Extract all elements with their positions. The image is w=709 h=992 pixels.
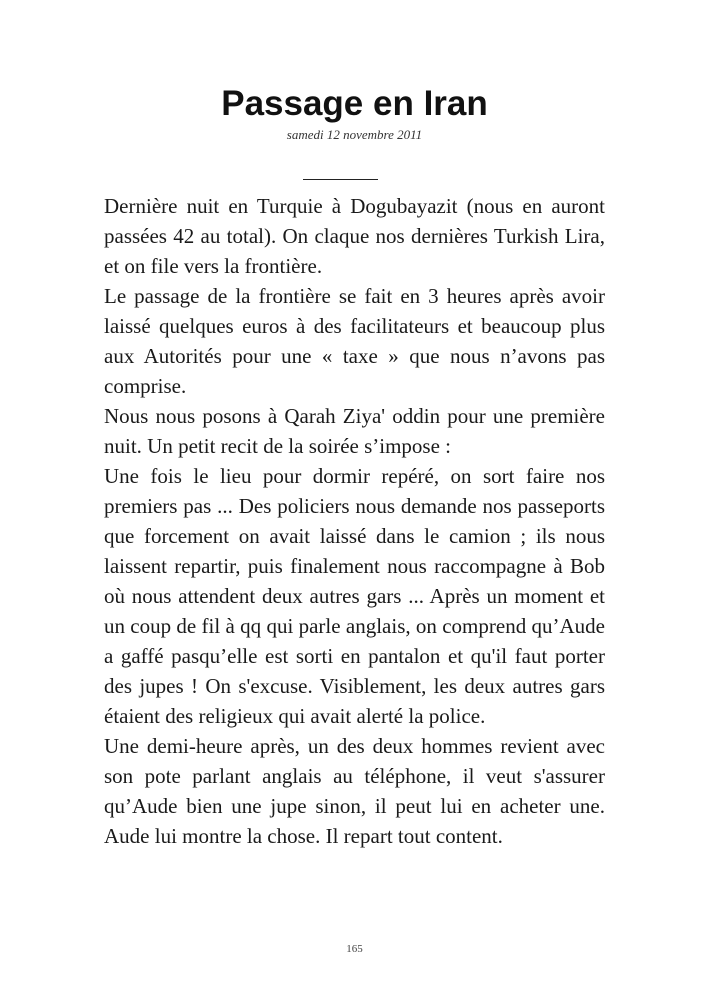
- article-body: [104, 191, 605, 851]
- paragraph-2: Le passage de la frontière se fait en 3 heures après avoir laissé quelques euros à des facilitateurs et beaucoup plus aux Autorités pour une « taxe » que nous n’avons pas comprise.: [104, 284, 605, 398]
- page-title: Passage en Iran: [221, 84, 488, 123]
- title-divider: [303, 179, 378, 180]
- post-date: samedi 12 novembre 2011: [286, 127, 423, 142]
- paragraph-3: Nous nous posons à Qarah Ziya' oddin pour une première nuit. Un petit recit de la soirée s’impose :: [104, 404, 605, 458]
- page-number: 165: [346, 943, 363, 955]
- paragraph-4: Une fois le lieu pour dormir repéré, on sort faire nos premiers pas ... Des policiers nous demande nos passeports que forcement on avait laissé dans le camion ; ils nous laissent repartir, puis finalement nous raccompagne à Bob où nous attendent deux autres gars ... Après un moment et un coup de fil à qq qui parle anglais, on comprend qu’Aude a gaffé pasqu’elle est sorti en pantalon et qu'il faut porter des jupes ! On s'excuse. Visiblement, les deux autres gars étaient des religieux qui avait alerté la police.: [104, 464, 605, 728]
- paragraph-5: Une demi-heure après, un des deux hommes revient avec son pote parlant anglais au téléphone, il veut s'assurer qu’Aude bien une jupe sinon, il peut lui en acheter une. Aude lui montre la chose. Il repart tout content.: [104, 734, 605, 848]
- paragraph-1: Dernière nuit en Turquie à Dogubayazit (nous en auront passées 42 au total). On claque nos dernières Turkish Lira, et on file vers la frontière.: [104, 194, 605, 278]
